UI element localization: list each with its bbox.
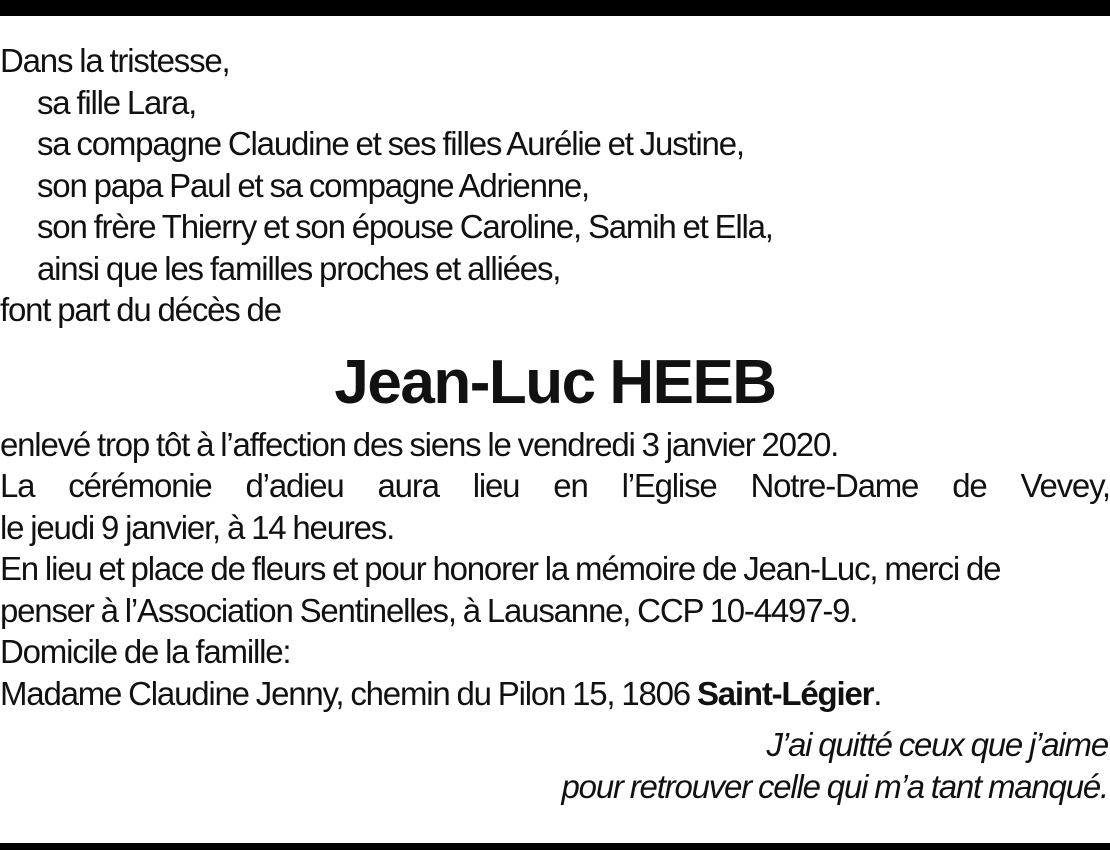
ceremony-word: Vevey, bbox=[1020, 467, 1110, 504]
closing-quote bbox=[0, 724, 1110, 807]
quote-line: J’ai quitté ceux que j’aime bbox=[766, 726, 1108, 763]
family-member-line: sa fille Lara, bbox=[37, 83, 197, 121]
death-line: enlevé trop tôt à l’affection des siens le vendredi 3 janvier 2020. bbox=[0, 425, 839, 463]
address-city: Saint-Légier bbox=[696, 674, 874, 712]
obituary-notice bbox=[0, 40, 1110, 807]
address-text: Madame Claudine Jenny, chemin du Pilon 15, 1806 bbox=[0, 674, 697, 712]
intro-closing: font part du décès de bbox=[0, 291, 281, 328]
ceremony-word: aura bbox=[377, 467, 439, 504]
ceremony-word: de bbox=[952, 467, 987, 504]
quote-line: pour retrouver celle qui m’a tant manqué. bbox=[561, 767, 1108, 805]
ceremony-word: l’Eglise bbox=[621, 467, 717, 504]
family-member-line: sa compagne Claudine et ses filles Aurélie et Justine, bbox=[37, 125, 744, 162]
top-border-rule bbox=[0, 0, 1110, 16]
intro-opening: Dans la tristesse, bbox=[0, 42, 230, 79]
family-member-line: son papa Paul et sa compagne Adrienne, bbox=[37, 166, 590, 204]
bottom-border-rule bbox=[0, 843, 1110, 850]
address-end: . bbox=[873, 674, 882, 712]
family-member-line: son frère Thierry et son épouse Caroline, Samih et Ella, bbox=[37, 208, 773, 245]
ceremony-word: Notre-Dame bbox=[750, 467, 919, 504]
ceremony-word: cérémonie bbox=[68, 467, 212, 504]
ceremony-date: le jeudi 9 janvier, à 14 heures. bbox=[0, 508, 395, 546]
ceremony-word: lieu bbox=[472, 467, 520, 504]
family-member-line: ainsi que les familles proches et alliées, bbox=[37, 249, 561, 287]
donation-line: penser à l’Association Sentinelles, à Lausanne, CCP 10-4497-9. bbox=[0, 591, 858, 629]
ceremony-word: La bbox=[0, 467, 35, 504]
ceremony-word: en bbox=[553, 467, 588, 504]
domicile-label: Domicile de la famille: bbox=[0, 633, 291, 670]
family-address bbox=[0, 673, 1110, 715]
ceremony-line bbox=[0, 465, 1110, 507]
ceremony-word: d’adieu bbox=[245, 467, 344, 504]
deceased-name: Jean-Luc HEEB bbox=[334, 347, 776, 417]
donation-line: En lieu et place de fleurs et pour honorer la mémoire de Jean-Luc, merci de bbox=[0, 550, 1001, 587]
